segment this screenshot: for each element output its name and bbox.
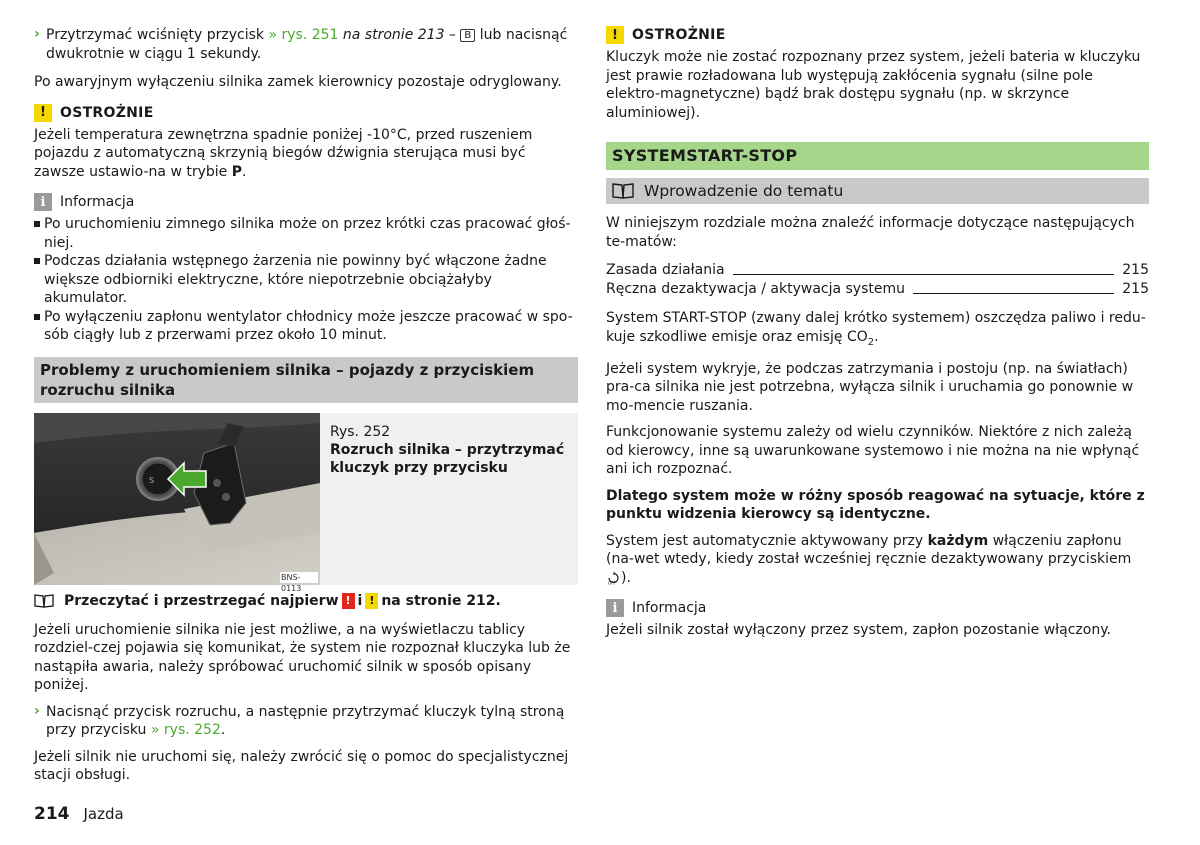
info-bullet: Po uruchomieniu zimnego silnika może on przez krótki czas pracować głoś-niej. [34,215,578,252]
chapter-heading-start-stop: SYSTEMSTART-STOP [606,142,1149,170]
figure-caption [320,413,578,585]
book-icon [34,594,54,608]
caution-notice-temperature: ! OSTROŻNIE Jeżeli temperatura zewnętrzna spadnie poniżej -10°C, przed ruszeniem pojazdu z automatyczną skrzynią biegów dźwignia sterująca musi być zawsze ustawio-na w trybie P. [34,104,533,180]
warning-yellow-icon[interactable]: ! [365,593,378,609]
topic-list-item[interactable]: Ręczna dezaktywacja / aktywacja systemu 215 [606,281,1149,297]
instruction-step-hold-button: › Przytrzymać wciśnięty przycisk » rys. 251 na stronie 213 – B lub nacisnąć dwukrotnie w ciągu 1 sekundy. [34,26,568,62]
info-icon: i [34,193,52,211]
system-description-paragraph: System START-STOP (zwany dalej krótko systemem) oszczędza paliwo i redu-kuje szkodliwe emisje oraz emisję $CO_2$. [606,310,1146,348]
page-number: 214 [34,804,70,824]
section-heading-start-problems: Problemy z uruchomieniem silnika – pojazdy z przyciskiem rozruchu silnika [34,357,578,403]
caution-title: OSTROŻNIE [632,27,726,43]
figure-title: Rozruch silnika – przytrzymać kluczyk przy przycisku [330,441,565,476]
info-title: Informacja [632,600,707,617]
figure-image-key-at-button [34,413,320,593]
figure-252 [34,413,578,593]
figure-link-252[interactable]: » rys. 252 [150,722,221,738]
figure-link-251[interactable]: » rys. 251 [268,27,339,43]
svg-text:OFF: OFF [608,580,616,586]
start-stop-off-icon [607,570,620,585]
caution-notice-key-battery: ! OSTROŻNIE Kluczyk może nie zostać rozpoznany przez system, jeżeli bateria w kluczyku jest prawie rozładowana lub występują zakłócenia sygnału (silne pole elektro-magnetyczne) bądź brak dostępu sygnału (np. w skrzynce aluminiowej). [606,27,1141,121]
figure-code: BNS-0113 [281,572,302,593]
info-title: Informacja [60,194,135,210]
system-detection-paragraph: Jeżeli system wykryje, że podczas zatrzymania i postoju (np. na światłach) pra-ca silnika nie jest potrzebna, wyłącza silnik i uruchamia go ponownie w mo-mencie ruszania. [606,360,1134,414]
instruction-step-hold-key: › Nacisnąć przycisk rozruchu, a następnie przytrzymać kluczyk tylną stroną przy przycisku » rys. 252. [34,702,565,738]
info-notice-ignition: i Informacja Jeżeli silnik został wyłączony przez system, zapłon pozostanie włączony. [606,600,1111,639]
page-footer [34,804,124,824]
caution-title: OSTROŻNIE [60,104,154,121]
steering-lock-paragraph: Po awaryjnym wyłączeniu silnika zamek kierownicy pozostaje odryglowany. [34,74,562,90]
warning-icon: ! [34,104,52,122]
info-icon: i [606,599,624,617]
system-factors-paragraph: Funkcjonowanie systemu zależy od wielu czynników. Niektóre z nich zależą od kierowcy, inne są uwarunkowane systemowo i nie można na nie wpłynąć ani ich rozpoznać. [606,424,1140,478]
warning-icon: ! [606,26,624,44]
section-name: Jazda [83,805,124,823]
info-notice-cold-engine [34,193,578,345]
read-first-note: Przeczytać i przestrzegać najpierw ! i ! na stronie 212. [34,593,578,609]
start-failure-paragraph: Jeżeli uruchomienie silnika nie jest możliwe, a na wyświetlaczu tablicy rozdziel-czej pojawia się komunikat, że system nie rozpoznał kluczyka lub że nastąpiła awaria, należy spróbować uruchomić silnik w sposób opisany poniżej. [34,621,571,693]
figure-number: Rys. 252 [330,423,391,440]
info-bullet: Po wyłączeniu zapłonu wentylator chłodnicy może jeszcze pracować w spo-sób ciągły lub z przerwami przez około 10 minut. [34,308,578,345]
key-b-symbol: B [460,29,475,42]
book-icon [612,183,634,199]
topic-list-item[interactable]: Zasada działania 215 [606,262,1149,278]
system-reaction-paragraph: Dlatego system może w różny sposób reagować na sytuacje, które z punktu widzenia kierowcy są identyczne. [606,487,1145,523]
bullet-square-icon [34,314,40,320]
intro-paragraph: W niniejszym rozdziale można znaleźć informacje dotyczące następujących te-matów: [606,215,1135,250]
topic-list [606,261,1149,299]
step-arrow-icon: › [34,702,40,719]
bullet-square-icon [34,221,40,227]
info-bullet: Podczas działania wstępnego żarzenia nie powinny być włączone żadne większe odbiorniki elektryczne, które niepotrzebnie obciążałyby akumulator. [34,252,578,308]
subsection-heading-intro: Wprowadzenie do tematu [606,178,1149,204]
left-column [34,26,578,785]
service-paragraph: Jeżeli silnik nie uruchomi się, należy zwrócić się o pomoc do specjalistycznej stacji obsługi. [34,748,569,783]
svg-text:S: S [149,475,155,485]
warning-red-icon[interactable]: ! [342,593,355,609]
system-activation-paragraph: System jest automatycznie aktywowany przy każdym włączeniu zapłonu (na-wet wtedy, kiedy został wcześniej ręcznie dezaktywowany przyciskiem OFF ). [606,532,1132,586]
step-arrow-icon: › [34,26,40,42]
bullet-square-icon [34,258,40,264]
right-column [606,26,1149,640]
